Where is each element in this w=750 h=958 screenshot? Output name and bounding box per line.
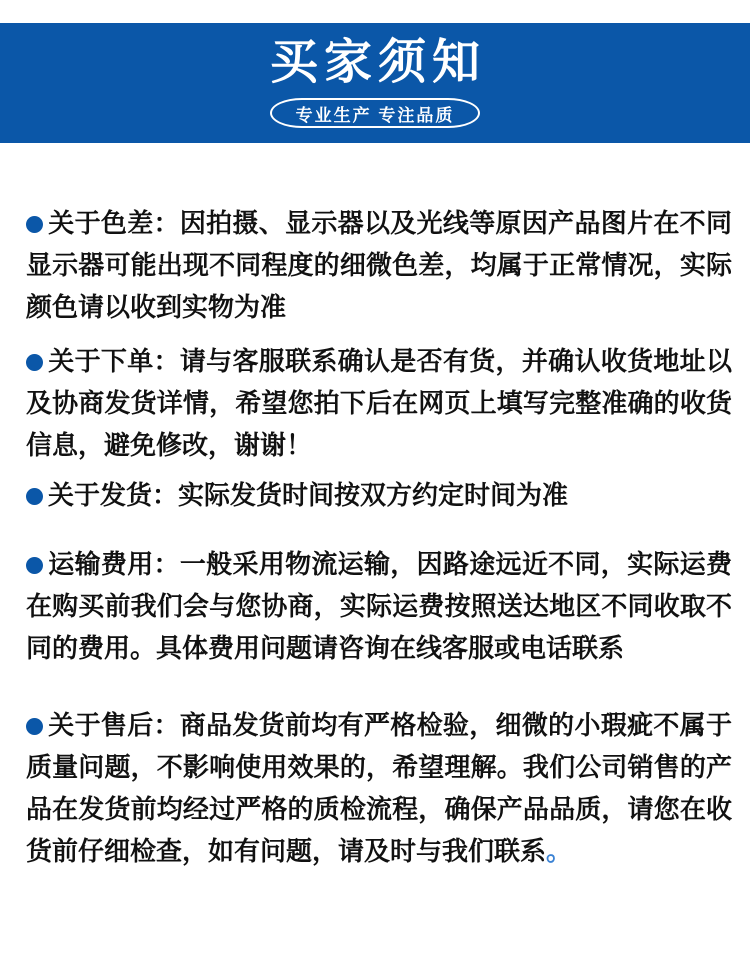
notice-content bbox=[0, 143, 750, 872]
page-title: 买家须知 bbox=[269, 35, 486, 89]
bullet-icon bbox=[26, 488, 43, 505]
notice-paragraph-color-difference bbox=[26, 202, 732, 328]
header-subtitle: 专业生产 专注品质 bbox=[295, 105, 455, 125]
paragraph-text: 关于色差：因拍摄、显示器以及光线等原因产品图片在不同显示器可能出现不同程度的细微色差，均属于正常情况，实际颜色请以收到实物为准 bbox=[26, 208, 732, 322]
bullet-icon bbox=[26, 354, 43, 371]
notice-paragraph-ordering bbox=[26, 340, 732, 466]
paragraph-text: 关于售后：商品发货前均有严格检验，细微的小瑕疵不属于质量问题，不影响使用效果的，希望理解。我们公司销售的产品在发货前均经过严格的质检流程，确保产品品质，请您在收货前仔细检查，如有问题，请及时与我们联系 bbox=[26, 710, 732, 866]
header-banner bbox=[0, 23, 750, 143]
notice-paragraph-shipping-fee bbox=[26, 543, 732, 669]
paragraph-text: 关于发货：实际发货时间按双方约定时间为准 bbox=[48, 480, 569, 510]
notice-paragraph-delivery bbox=[26, 474, 732, 516]
buyer-notice-page bbox=[0, 23, 750, 958]
bullet-icon bbox=[26, 557, 43, 574]
paragraph-suffix: 。 bbox=[546, 836, 573, 866]
header-subtitle-badge bbox=[270, 98, 481, 128]
paragraph-text: 关于下单：请与客服联系确认是否有货，并确认收货地址以及协商发货详情，希望您拍下后在网页上填写完整准确的收货信息，避免修改，谢谢！ bbox=[26, 346, 732, 460]
notice-paragraph-after-sales bbox=[26, 704, 732, 872]
bullet-icon bbox=[26, 216, 43, 233]
bullet-icon bbox=[26, 718, 43, 735]
paragraph-text: 运输费用：一般采用物流运输，因路途远近不同，实际运费在购买前我们会与您协商，实际运费按照送达地区不同收取不同的费用。具体费用问题请咨询在线客服或电话联系 bbox=[26, 549, 732, 663]
